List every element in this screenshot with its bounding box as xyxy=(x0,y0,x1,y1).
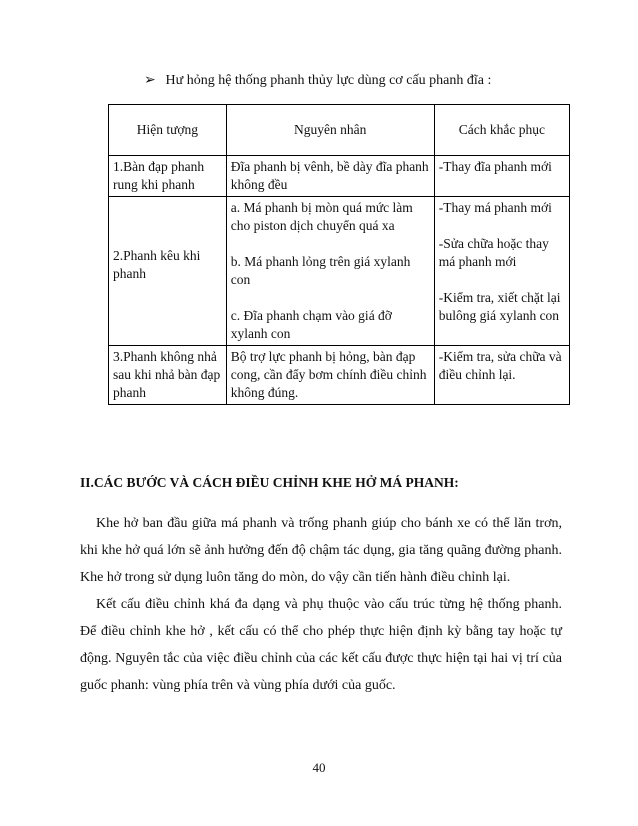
arrow-bullet-icon: ➢ xyxy=(144,73,156,88)
paragraph: Kết cấu điều chỉnh khá đa dạng và phụ thuộc vào cấu trúc từng hệ thống phanh. Để điều chỉnh khe hở , kết cấu có thể cho phép thực hiện định kỳ bằng tay hoặc tự động. Nguyên tắc của việc điều chỉnh của các kết cấu được thực hiện tại hai vị trí của guốc phanh: vùng phía trên và vùng phía dưới của guốc. xyxy=(80,597,562,693)
page-number: 40 xyxy=(312,760,326,775)
header-cause: Nguyên nhân xyxy=(226,105,434,156)
symptom-cell: 2.Phanh kêu khi phanh xyxy=(109,197,227,346)
table-row xyxy=(109,197,570,346)
table-header-row xyxy=(109,105,570,156)
header-fix: Cách khắc phục xyxy=(434,105,569,156)
fix-cell: -Thay đĩa phanh mới xyxy=(434,156,569,197)
fix-item: -Sửa chữa hoặc thay má phanh mới xyxy=(438,236,549,269)
symptom-cell: 3.Phanh không nhả sau khi nhả bàn đạp phanh xyxy=(109,346,227,405)
section-title: II.CÁC BƯỚC VÀ CÁCH ĐIỀU CHỈNH KHE HỞ MÁ PHANH: xyxy=(80,475,459,490)
cause-cell: Bộ trợ lực phanh bị hỏng, bàn đạp cong, cần đẩy bơm chính điều chỉnh không đúng. xyxy=(226,346,434,405)
fault-table xyxy=(108,104,570,405)
cause-cell: Đĩa phanh bị vênh, bề dày đĩa phanh không đều xyxy=(226,156,434,197)
paragraph: Khe hở ban đầu giữa má phanh và trống phanh giúp cho bánh xe có thể lăn trơn, khi khe hở quá lớn sẽ ảnh hưởng đến độ chậm tác dụng, gia tăng quãng đường phanh. Khe hở trong sử dụng luôn tăng do mòn, do vậy cần tiến hành điều chỉnh lại. xyxy=(80,516,562,585)
table-row xyxy=(109,156,570,197)
header-symptom: Hiện tượng xyxy=(109,105,227,156)
subsection-heading xyxy=(144,72,491,90)
fix-item: -Kiểm tra, xiết chặt lại bulông giá xylanh con xyxy=(438,290,561,323)
symptom-cell: 1.Bàn đạp phanh rung khi phanh xyxy=(109,156,227,197)
table-row xyxy=(109,346,570,405)
fix-item: -Thay má phanh mới xyxy=(438,200,552,215)
cause-cell xyxy=(226,197,434,346)
fix-cell: -Kiểm tra, sửa chữa và điều chỉnh lại. xyxy=(434,346,569,405)
cause-item: a. Má phanh bị mòn quá mức làm cho piston dịch chuyển quá xa xyxy=(230,200,413,233)
cause-item: b. Má phanh lỏng trên giá xylanh con xyxy=(230,254,411,287)
body-text xyxy=(80,510,562,699)
subsection-heading-text: Hư hỏng hệ thống phanh thủy lực dùng cơ cấu phanh đĩa : xyxy=(165,73,492,88)
cause-item: c. Đĩa phanh chạm vào giá đỡ xylanh con xyxy=(230,308,392,341)
fix-cell xyxy=(434,197,569,346)
